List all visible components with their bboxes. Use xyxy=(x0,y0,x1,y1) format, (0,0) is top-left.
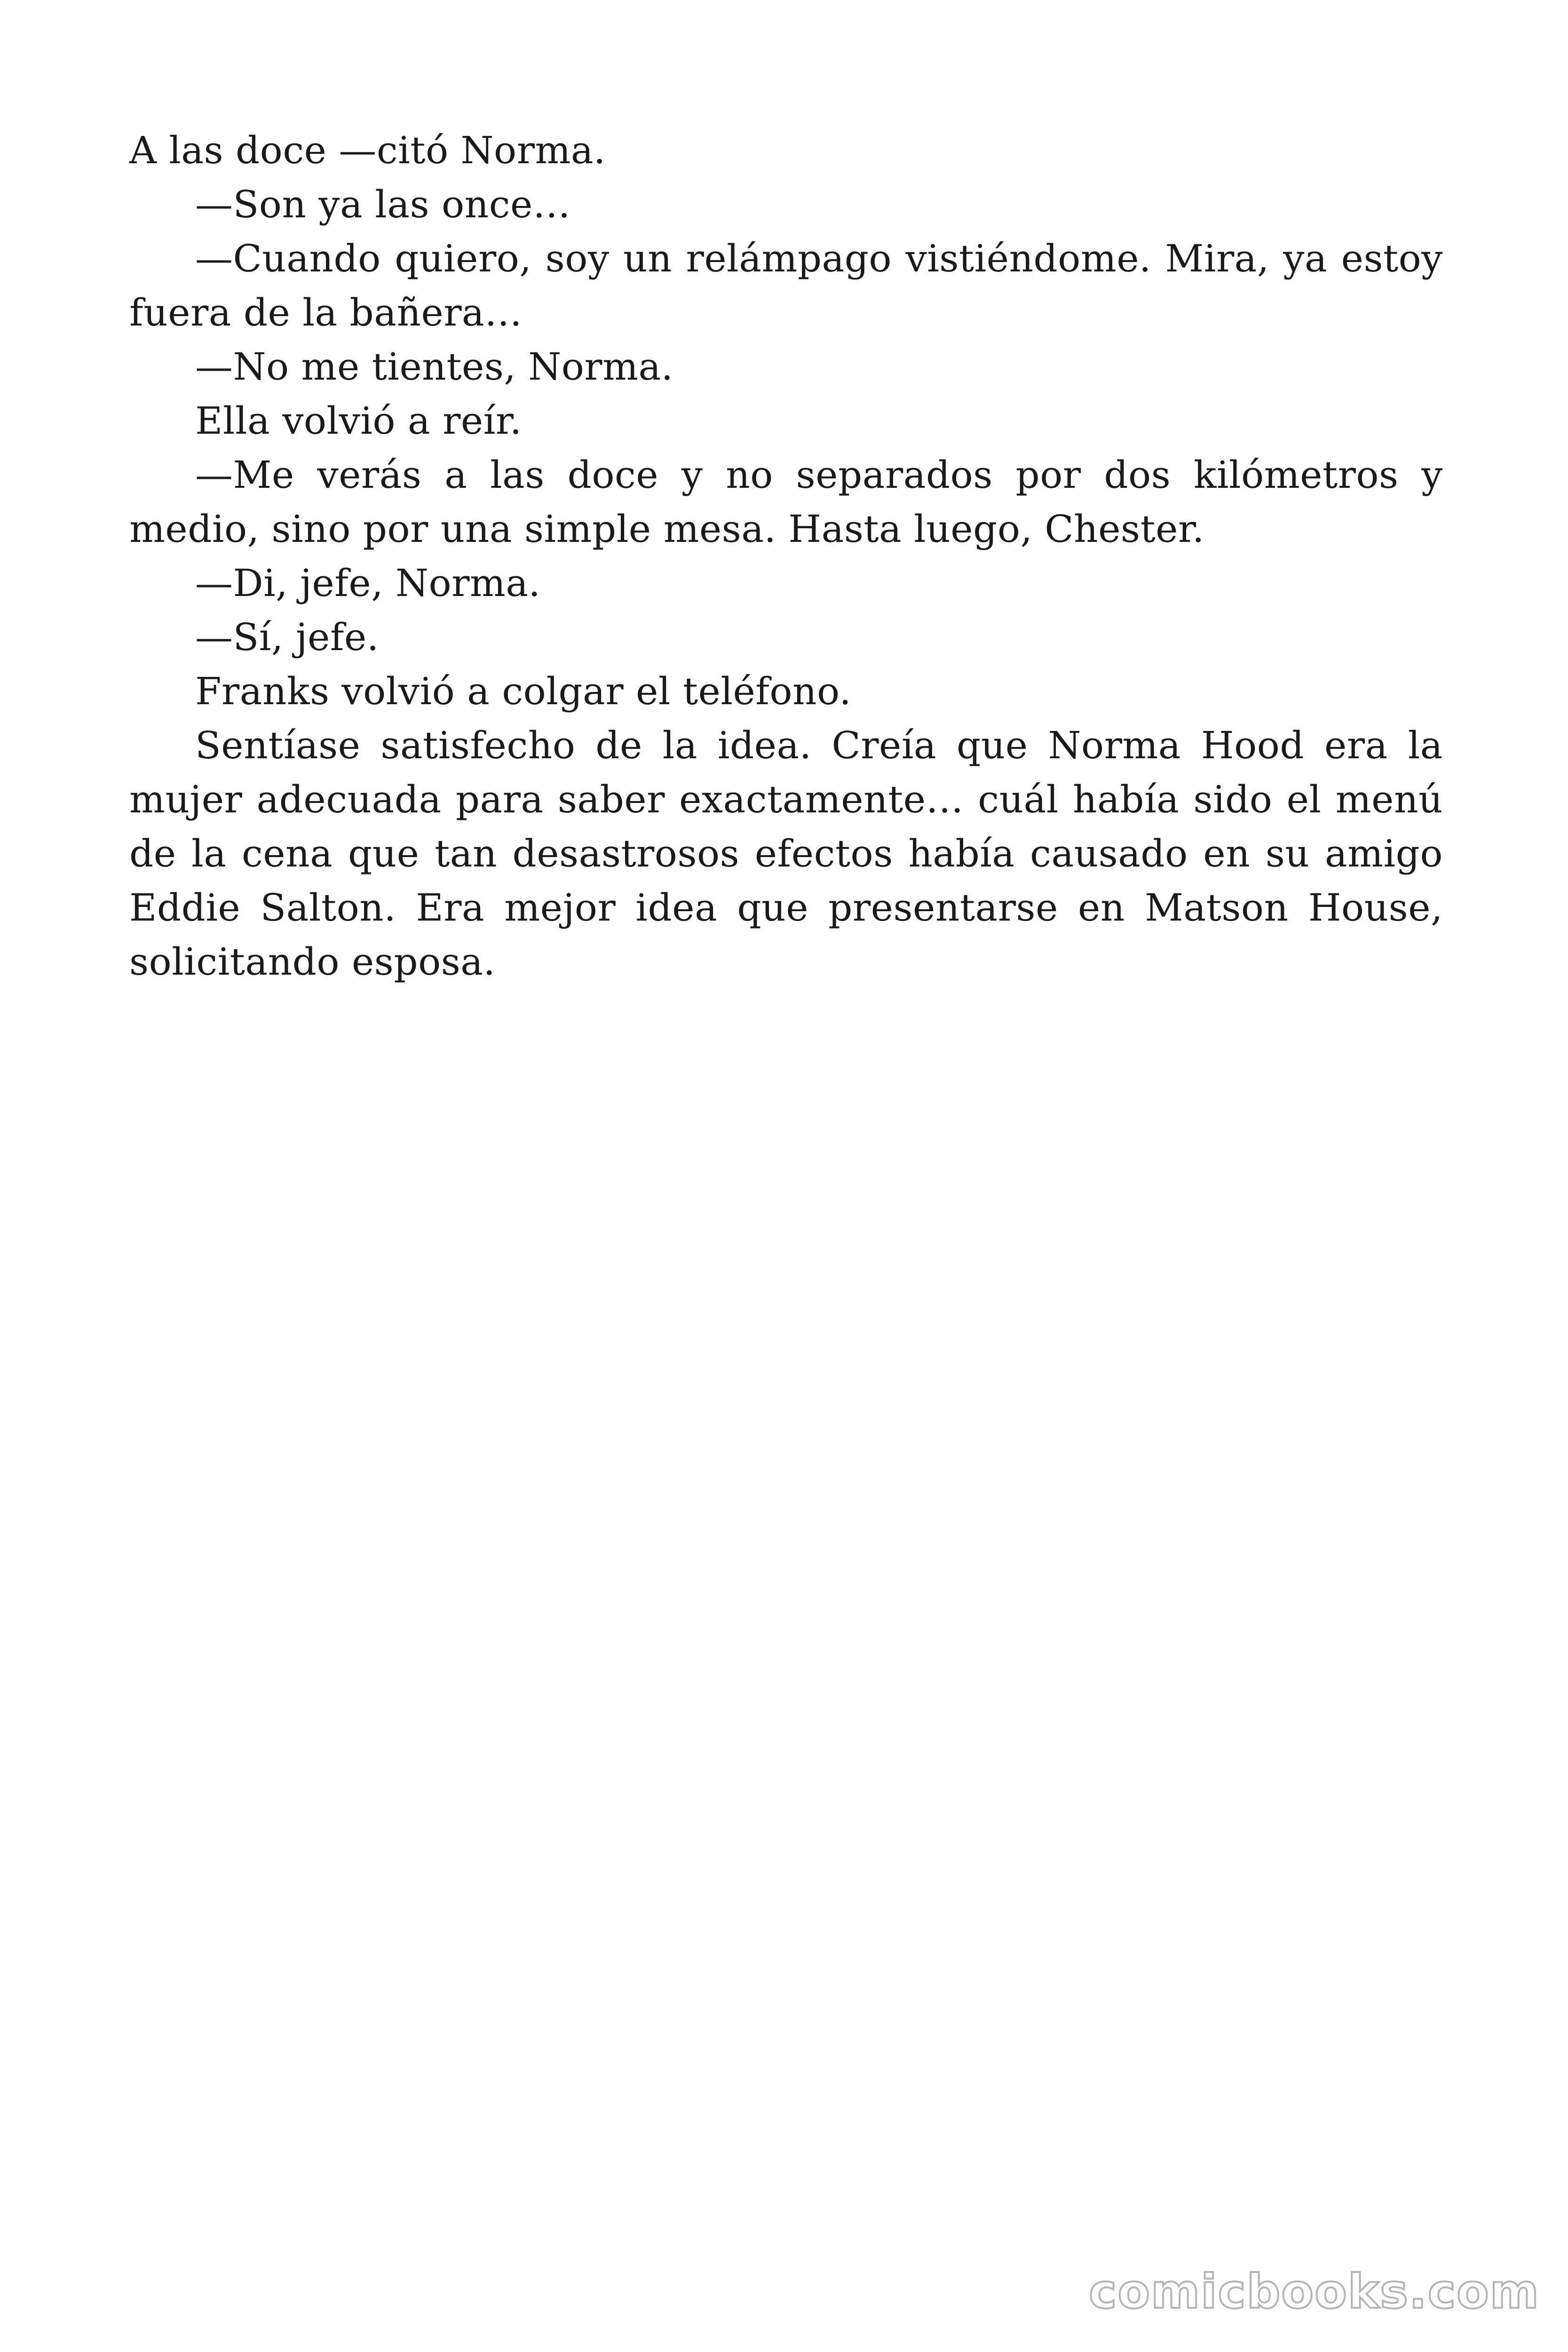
paragraph: Franks volvió a colgar el teléfono. xyxy=(195,669,852,713)
watermark: comicbooks.com xyxy=(1089,2264,1540,2319)
paragraph: —Me verás a las doce y no separados por dos kilómetros y medio, sino por una simple mesa. Hasta luego, Chester. xyxy=(129,453,1443,551)
paragraph: —Di, jefe, Norma. xyxy=(195,561,541,605)
paragraph: Ella volvió a reír. xyxy=(195,399,522,443)
paragraph: —Sí, jefe. xyxy=(195,615,379,659)
paragraph: A las doce —citó Norma. xyxy=(129,128,606,172)
paragraph: Sentíase satisfecho de la idea. Creía que Norma Hood era la mujer adecuada para saber exactamente… cuál había sido el menú de la cena que tan desastrosos efectos había causado en su amigo Eddie Salton. Era mejor idea que presentarse en Matson House, solicitando esposa. xyxy=(129,723,1443,984)
paragraph: —No me tientes, Norma. xyxy=(195,345,673,389)
page-body-text xyxy=(129,123,1443,989)
paragraph: —Son ya las once… xyxy=(195,183,571,226)
paragraph: —Cuando quiero, soy un relámpago vistiéndome. Mira, ya estoy fuera de la bañera… xyxy=(129,237,1443,334)
